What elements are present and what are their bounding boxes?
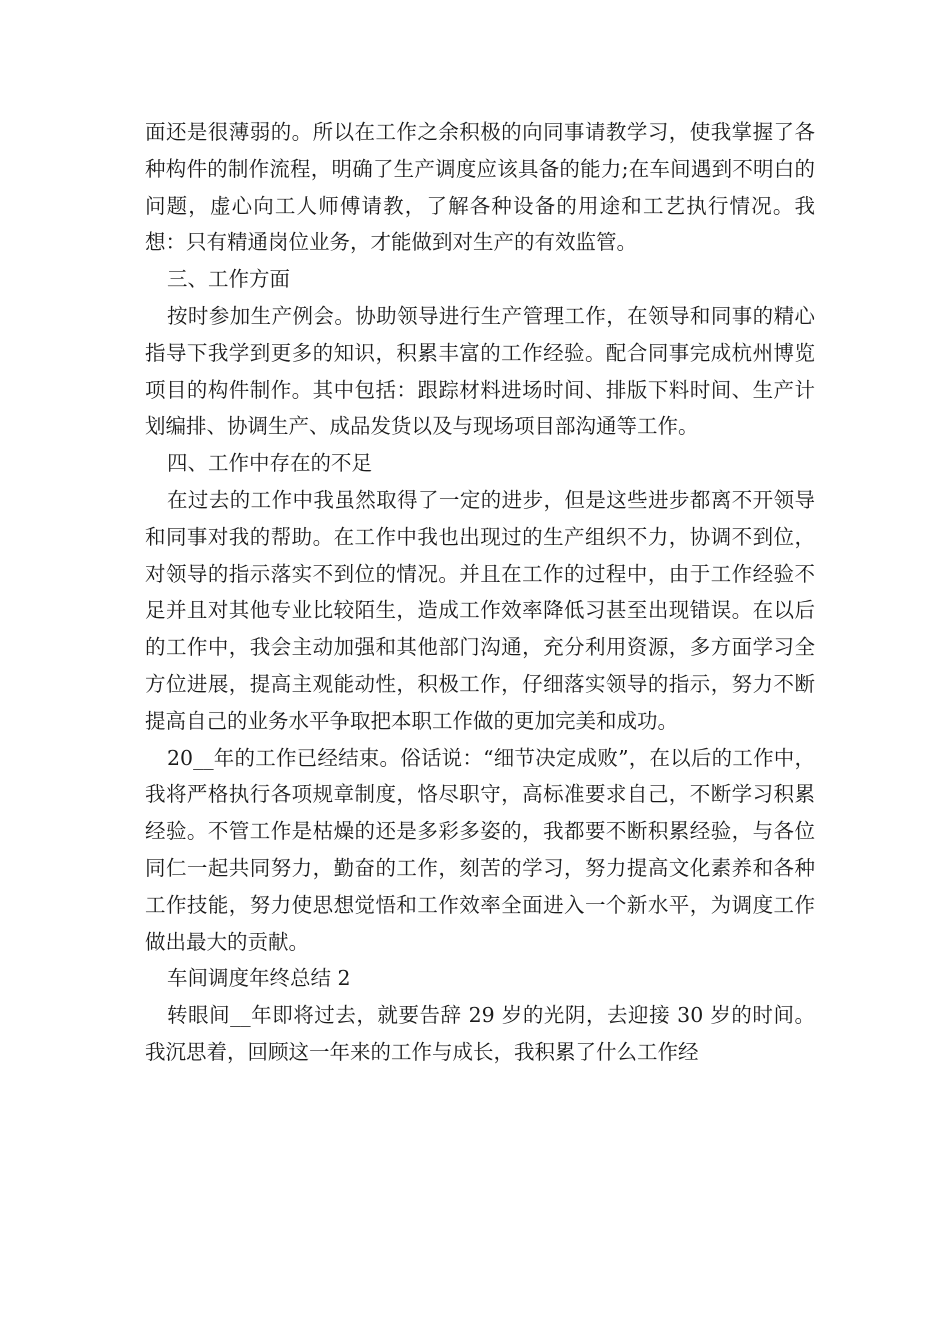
section-heading-work: 三、工作方面	[167, 267, 290, 292]
paragraph-conclusion: 20__年的工作已经结束。俗话说：“细节决定成败”，在以后的工作中，我将严格执行各项规章制度，恪尽职守，高标准要求自己，不断学习积累经验。不管工作是枯燥的还是多彩多姿的，我都要不断积累经验，与各位同仁一起共同努力，勤奋的工作，刻苦的学习，努力提高文化素养和各种工作技能，努力使思想觉悟和工作效率全面进入一个新水平，为调度工作做出最大的贡献。	[145, 745, 815, 954]
section-heading-shortcomings: 四、工作中存在的不足	[167, 451, 372, 476]
paragraph-work-aspects: 按时参加生产例会。协助领导进行生产管理工作，在领导和同事的精心指导下我学到更多的知识，积累丰富的工作经验。配合同事完成杭州博览项目的构件制作。其中包括：跟踪材料进场时间、排版下料时间、生产计划编排、协调生产、成品发货以及与现场项目部沟通等工作。	[145, 303, 815, 439]
paragraph-summary-2-intro: 转眼间__年即将过去，就要告辞 29 岁的光阴，去迎接 30 岁的时间。我沉思着，回顾这一年来的工作与成长，我积累了什么工作经	[145, 1003, 815, 1064]
paragraph-skills-learning: 面还是很薄弱的。所以在工作之余积极的向同事请教学习，使我掌握了各种构件的制作流程，明确了生产调度应该具备的能力;在车间遇到不明白的问题，虚心向工人师傅请教，了解各种设备的用途和工艺执行情况。我想：只有精通岗位业务，才能做到对生产的有效监管。	[145, 120, 815, 255]
article-title-summary-2: 车间调度年终总结 2	[167, 966, 351, 991]
document-body	[145, 114, 815, 1071]
paragraph-shortcomings: 在过去的工作中我虽然取得了一定的进步，但是这些进步都离不开领导和同事对我的帮助。在工作中我也出现过的生产组织不力，协调不到位，对领导的指示落实不到位的情况。并且在工作的过程中，由于工作经验不足并且对其他专业比较陌生，造成工作效率降低习甚至出现错误。在以后的工作中，我会主动加强和其他部门沟通，充分利用资源，多方面学习全方位进展，提高主观能动性，积极工作，仔细落实领导的指示，努力不断提高自己的业务水平争取把本职工作做的更加完美和成功。	[145, 487, 815, 733]
